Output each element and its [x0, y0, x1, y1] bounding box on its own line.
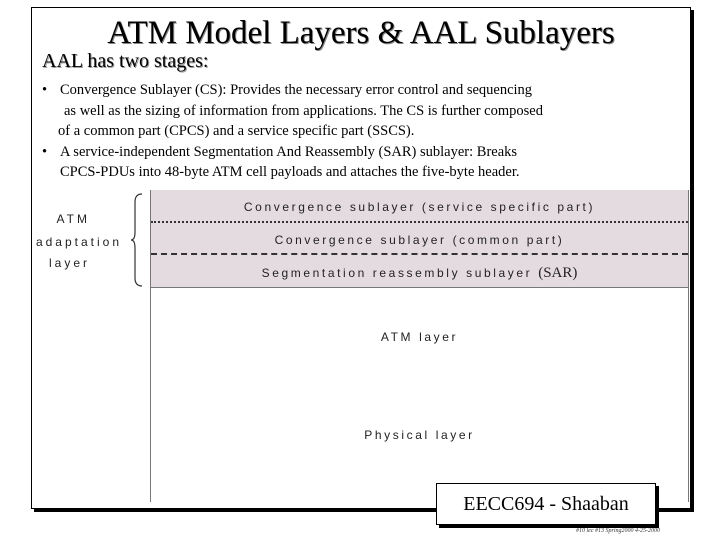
- bullet-text: [60, 142, 519, 183]
- bullet-list: [42, 80, 682, 183]
- sar-layer: [151, 265, 688, 282]
- sar-abbrev: (SAR): [538, 265, 578, 281]
- slide-frame: [31, 7, 691, 509]
- bullet-dot-icon: •: [42, 143, 48, 160]
- physical-layer: Physical layer: [364, 428, 475, 442]
- course-footer-box: EECC694 - Shaaban: [436, 483, 656, 525]
- bullet-line: CPCS-PDUs into 48-byte ATM cell payloads and attaches the five-byte header.: [60, 164, 520, 180]
- atm-layer: ATM layer: [380, 330, 459, 344]
- bullet-item-sar: [42, 142, 682, 183]
- bullet-dot-icon: •: [42, 82, 48, 98]
- aal-brace-icon: [130, 192, 144, 288]
- dotted-divider: [151, 221, 688, 223]
- bullet-line: of a common part (CPCS) and a service specific part (SSCS).: [58, 123, 415, 139]
- footer-note: #10 lec #13 Spring2000 4-25-2000: [576, 528, 660, 534]
- dashed-divider: [151, 253, 688, 255]
- aal-label-line: adaptation: [35, 235, 122, 249]
- cs-service-specific-layer: Convergence sublayer (service specific part): [243, 200, 596, 214]
- bullet-text: [60, 80, 543, 142]
- layer-stack: [150, 190, 689, 502]
- slide-subtitle: AAL has two stages:: [42, 50, 209, 72]
- bullet-line: A service-independent Segmentation And Reassembly (SAR) sublayer: Breaks: [60, 143, 518, 160]
- bullet-item-cs: [42, 80, 682, 142]
- bullet-line: Convergence Sublayer (CS): Provides the necessary error control and sequencing: [60, 82, 533, 98]
- slide-title: ATM Model Layers & AAL Sublayers: [107, 15, 615, 51]
- solid-divider: [151, 287, 688, 288]
- sar-layer-label: Segmentation reassembly sublayer: [261, 266, 533, 280]
- cs-common-part-layer: Convergence sublayer (common part): [274, 233, 565, 247]
- aal-label-line: layer: [48, 256, 90, 270]
- bullet-line: as well as the sizing of information from applications. The CS is further composed: [64, 102, 543, 119]
- aal-label-line: ATM: [56, 212, 90, 226]
